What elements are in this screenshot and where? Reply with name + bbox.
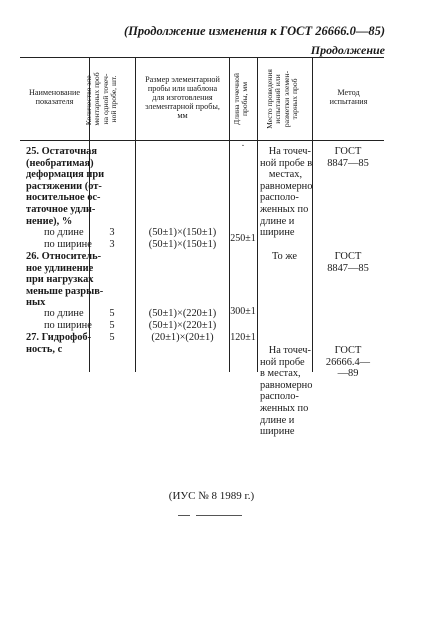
row-25-size-length: (50±1)×(150±1) [148,227,217,238]
page-header-continued: Продолжение [310,43,385,57]
table-header-rule [20,140,384,141]
row-26-size-length: (50±1)×(220±1) [148,308,217,319]
row-26-count-width: 5 [109,320,115,331]
row-26-method: ГОСТ 8847—85 [327,251,369,274]
column-header-place: Место проведения испытаний или разметки элемен- тарных проб [265,69,300,129]
row-25-sub-width: по ширине [44,239,92,250]
row-25-length: 250±1 [230,233,256,244]
row-27-place: На точеч- ной пробе в местах, равномерно располо- женных по длине и ширине [260,345,313,438]
column-header-size: Размер элементарной пробы или шаблона для изготовления элементарной пробы, мм [145,75,220,120]
row-25-length-mark: · [241,141,245,152]
column-header-count: Количество эле- ментарных проб на одной точеч- ной пробе, шт. [84,72,119,126]
row-26-size-width: (50±1)×(220±1) [148,320,217,331]
row-26-sub-length: по длине [44,308,84,319]
row-26-name: 26. Относитель- ное удлинение при нагрузках меньше разрыв- ных [26,251,104,309]
row-27-count: 5 [109,332,115,343]
row-25-name: 25. Остаточная (необратимая) деформация при растяжении (от- носительное ос- таточное удли- нение), % [26,146,105,227]
row-27-size: (20±1)×(20±1) [151,332,214,343]
column-header-length: Длина точечной пробы, мм [232,73,250,125]
row-25-count-length: 3 [109,227,115,238]
column-divider-4 [257,57,258,372]
row-25-place: На точеч- ной пробе в местах, равномерно располо- женных по длине и ширине [260,146,313,239]
table-top-rule [20,57,384,58]
row-25-size-width: (50±1)×(150±1) [148,239,217,250]
row-25-count-width: 3 [109,239,115,250]
row-27-length: 120±1 [230,332,256,343]
row-27-method: ГОСТ 26666.4— —89 [325,345,371,380]
row-26-sub-width: по ширине [44,320,92,331]
row-26-place: То же [271,251,297,262]
row-27-name: 27. Гидрофоб- ность, с [26,332,92,355]
row-26-length: 300±1 [230,306,256,317]
column-divider-3 [229,57,230,372]
footer-note: (ИУС № 8 1989 г.) [168,490,255,502]
column-header-name: Наименование показателя [28,88,80,106]
end-rule-long [196,515,242,516]
row-25-method: ГОСТ 8847—85 [327,146,369,169]
page-header-continuation: (Продолжение изменения к ГОСТ 26666.0—85) [124,24,385,38]
row-26-count-length: 5 [109,308,115,319]
row-25-sub-length: по длине [44,227,84,238]
column-header-method: Метод испытания [329,88,368,106]
end-rule-short [178,515,190,516]
